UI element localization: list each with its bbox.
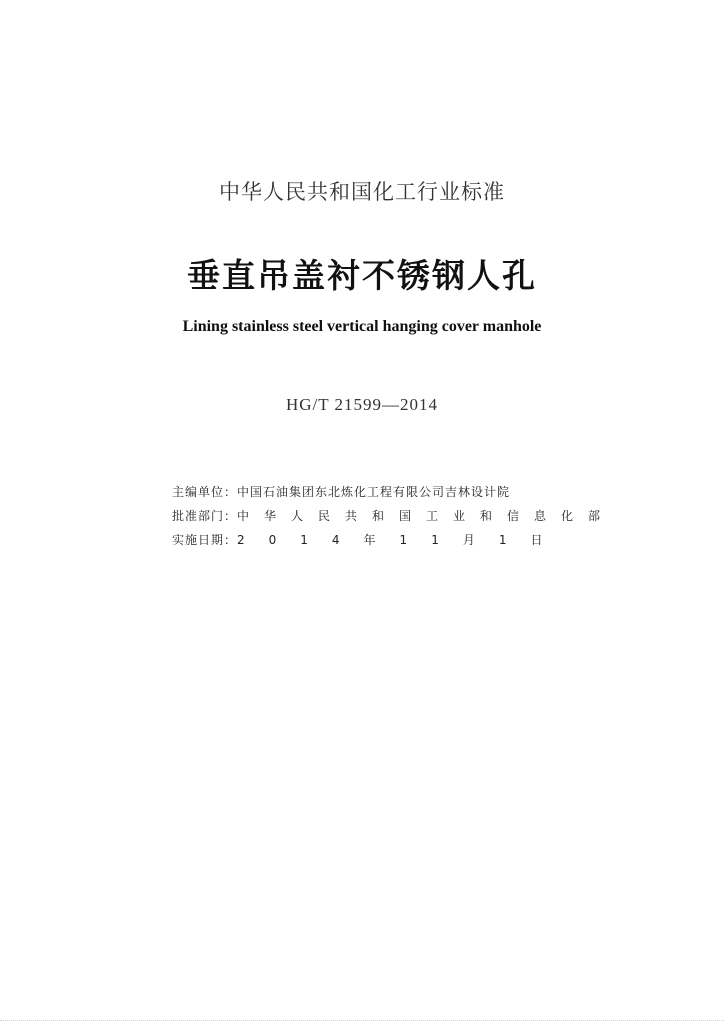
editor-row [172, 480, 552, 504]
approver-row [172, 504, 616, 528]
editor-value: 中国石油集团东北炼化工程有限公司吉林设计院 [237, 485, 511, 499]
effective-date-value: 2014年11月1日 [237, 533, 567, 547]
approver-label: 批准部门： [172, 509, 238, 523]
effective-date-row [172, 528, 567, 552]
document-title-en: Lining stainless steel vertical hanging cover manhole [182, 318, 542, 335]
standard-category: 中华人民共和国化工行业标准 [219, 180, 505, 204]
editor-label: 主编单位： [172, 485, 238, 499]
document-title-cn: 垂直吊盖衬不锈钢人孔 [187, 256, 537, 295]
approver-value: 中华人民共和国工业和信息化部 [237, 509, 616, 523]
scan-edge-artifact [0, 1020, 724, 1022]
publication-info [172, 480, 616, 552]
effective-date-label: 实施日期： [172, 533, 238, 547]
standard-number: HG/T 21599—2014 [285, 395, 439, 414]
